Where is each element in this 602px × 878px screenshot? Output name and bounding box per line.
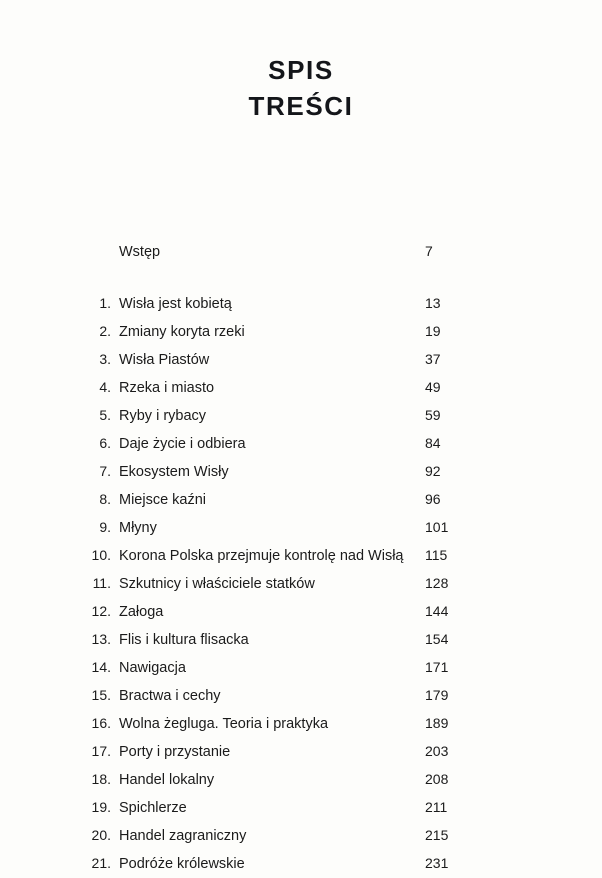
toc-entry bbox=[85, 346, 465, 374]
toc-entry-page: 59 bbox=[425, 407, 441, 423]
toc-entry-number: 5. bbox=[99, 407, 111, 423]
page-title-line-2: TREŚCI bbox=[248, 91, 354, 121]
toc-entry-label: Daje życie i odbiera bbox=[119, 436, 246, 452]
toc-entry-number: 12. bbox=[91, 603, 111, 619]
toc-entry-page: 13 bbox=[425, 295, 441, 311]
toc-entry-number: 10. bbox=[91, 547, 111, 563]
toc-entry-page: 171 bbox=[425, 659, 449, 675]
toc-entry bbox=[85, 710, 465, 738]
toc-entry-page: 189 bbox=[425, 715, 449, 731]
toc-entry-label: Wisła jest kobietą bbox=[119, 296, 232, 312]
toc-entry bbox=[85, 794, 465, 822]
toc-entry-page: 211 bbox=[425, 799, 448, 815]
toc-entry-page: 96 bbox=[425, 491, 441, 507]
toc-entry bbox=[85, 598, 465, 626]
toc-entry bbox=[85, 682, 465, 710]
toc-entry-label: Wstęp bbox=[119, 244, 161, 260]
toc-entry-number: 16. bbox=[91, 715, 111, 731]
toc-entry-label: Ekosystem Wisły bbox=[119, 464, 229, 480]
toc-entry bbox=[85, 654, 465, 682]
toc-entry-label: Handel lokalny bbox=[119, 772, 215, 788]
toc-entry-number: 1. bbox=[99, 295, 111, 311]
toc-entry-page: 92 bbox=[425, 463, 441, 479]
toc-entry-label: Handel zagraniczny bbox=[119, 828, 247, 844]
toc-entry-page: 49 bbox=[425, 379, 441, 395]
toc-entry-label: Flis i kultura flisacka bbox=[119, 632, 249, 648]
toc-entry bbox=[85, 430, 465, 458]
toc-entry bbox=[85, 542, 465, 570]
toc-entry-intro bbox=[85, 238, 465, 266]
toc-entry-number: 21. bbox=[91, 855, 111, 871]
toc-entry-number: 14. bbox=[91, 659, 111, 675]
toc-entry-number: 4. bbox=[99, 379, 111, 395]
toc-entry-label: Bractwa i cechy bbox=[119, 688, 221, 704]
toc-entry bbox=[85, 570, 465, 598]
toc-entry-page: 203 bbox=[425, 743, 449, 759]
toc-entry-number: 19. bbox=[91, 799, 111, 815]
toc-entry bbox=[85, 514, 465, 542]
toc-entry-number: 20. bbox=[91, 827, 111, 843]
toc-entry bbox=[85, 402, 465, 430]
toc-entry bbox=[85, 766, 465, 794]
toc-entry-page: 154 bbox=[425, 631, 449, 647]
toc-entry-label: Nawigacja bbox=[119, 660, 186, 676]
toc-entry-number: 11. bbox=[92, 575, 111, 591]
toc-entry-number: 13. bbox=[91, 631, 111, 647]
toc-entry-page: 115 bbox=[425, 547, 448, 563]
toc-entry bbox=[85, 850, 465, 878]
toc-entry bbox=[85, 486, 465, 514]
toc-entry bbox=[85, 290, 465, 318]
toc-entry-number: 18. bbox=[91, 771, 111, 787]
toc-entry-page: 19 bbox=[425, 323, 441, 339]
toc-entry-label: Spichlerze bbox=[119, 800, 187, 816]
toc-entry-label: Załoga bbox=[119, 604, 164, 620]
toc-entry-number: 6. bbox=[99, 435, 111, 451]
toc-entry-page: 144 bbox=[425, 603, 449, 619]
toc-entry-page: 208 bbox=[425, 771, 449, 787]
toc-entry-page: 215 bbox=[425, 827, 449, 843]
toc-entry-label: Rzeka i miasto bbox=[119, 380, 215, 396]
toc-entry-label: Ryby i rybacy bbox=[119, 408, 207, 424]
toc-entry-label: Szkutnicy i właściciele statków bbox=[119, 576, 315, 592]
toc-entry-label: Wisła Piastów bbox=[119, 352, 210, 368]
page-title-line-1: SPIS bbox=[268, 55, 334, 85]
toc-entry-page: 84 bbox=[425, 435, 441, 451]
toc-entry bbox=[85, 374, 465, 402]
toc-entry-label: Podróże królewskie bbox=[119, 856, 245, 872]
toc-entry-number: 9. bbox=[99, 519, 111, 535]
toc-entry-page: 7 bbox=[425, 243, 433, 259]
toc-entry-page: 231 bbox=[425, 855, 449, 871]
toc-entry-label: Wolna żegluga. Teoria i praktyka bbox=[119, 716, 329, 732]
page-title bbox=[0, 0, 602, 124]
toc-entry-label: Miejsce kaźni bbox=[119, 492, 207, 508]
toc-entry-page: 179 bbox=[425, 687, 449, 703]
toc-entry-number: 15. bbox=[91, 687, 111, 703]
toc-entry-label: Zmiany koryta rzeki bbox=[119, 324, 245, 340]
toc-entry-page: 37 bbox=[425, 351, 441, 367]
toc-entry bbox=[85, 738, 465, 766]
toc-entry-number: 8. bbox=[99, 491, 111, 507]
toc-entry-page: 128 bbox=[425, 575, 449, 591]
toc-entry bbox=[85, 822, 465, 850]
toc-entry bbox=[85, 626, 465, 654]
toc-entry-number: 17. bbox=[91, 743, 111, 759]
toc-entry-number: 2. bbox=[99, 323, 111, 339]
toc-entry bbox=[85, 458, 465, 486]
toc-entry-page: 101 bbox=[425, 519, 449, 535]
table-of-contents bbox=[85, 238, 465, 878]
toc-entry-number: 7. bbox=[99, 463, 111, 479]
toc-entry-label: Młyny bbox=[119, 520, 157, 536]
toc-entry-label: Korona Polska przejmuje kontrolę nad Wisłą bbox=[119, 548, 404, 564]
toc-entry bbox=[85, 318, 465, 346]
toc-entry-number: 3. bbox=[99, 351, 111, 367]
toc-entry-label: Porty i przystanie bbox=[119, 744, 231, 760]
